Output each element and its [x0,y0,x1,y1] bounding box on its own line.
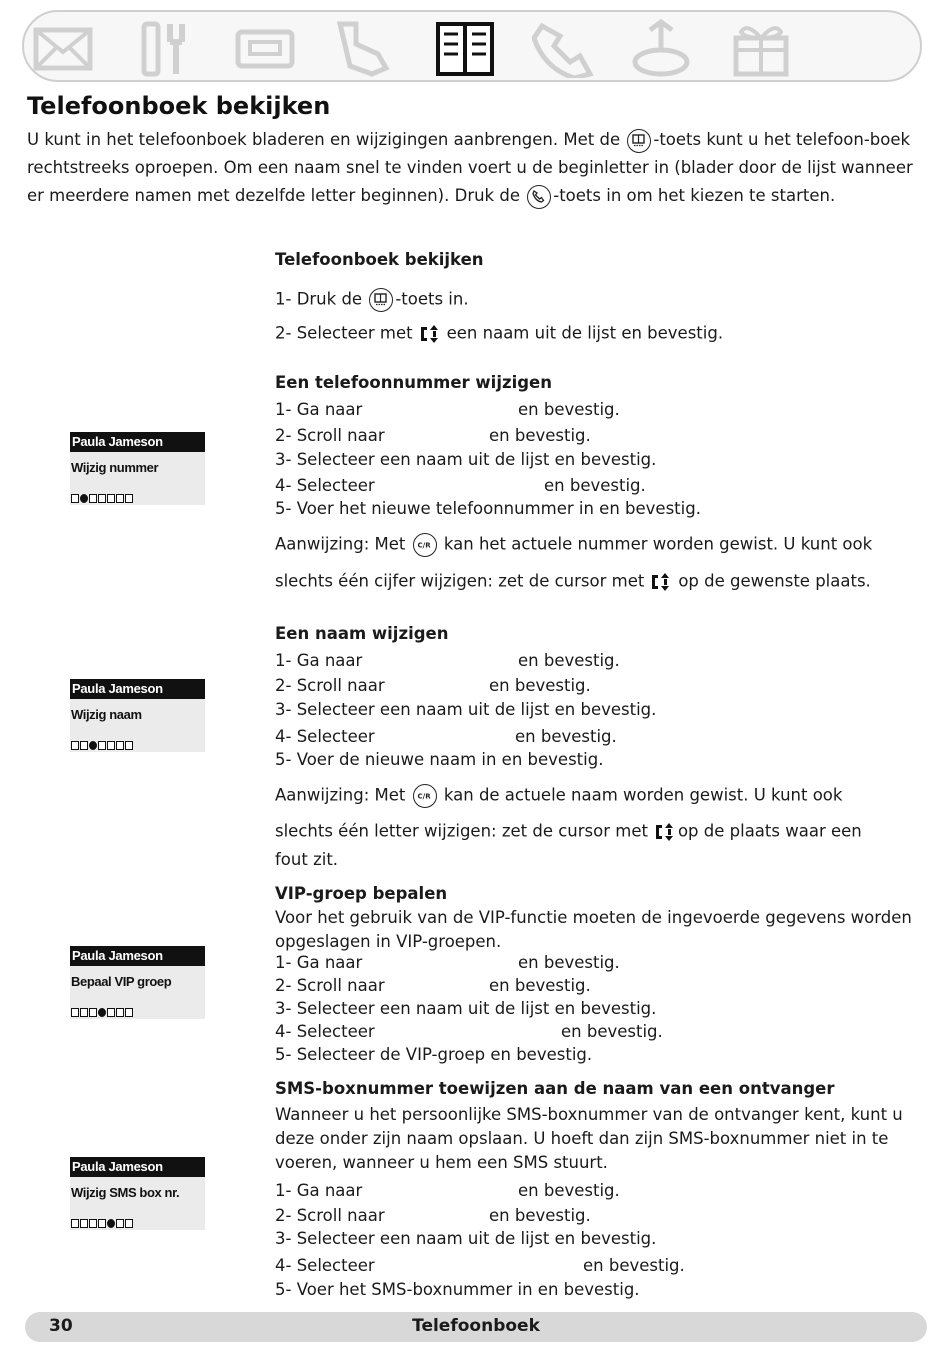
number-step-2-text-b: en bevestig. [489,426,591,445]
vip-step-2-text-a: 2- Scroll naar [275,976,385,995]
vip-step-4-text-b: en bevestig. [561,1022,663,1041]
navigation-key-icon [419,322,441,346]
sms-step-1-text-a: 1- Ga naar [275,1181,363,1200]
sms-step-3: 3- Selecteer een naam uit de lijst en bevestig. [275,1229,657,1248]
name-step-1-text-b: en bevestig. [518,651,620,670]
phone-hand-icon [332,18,394,78]
name-step-1-text-a: 1- Ga naar [275,651,363,670]
lcd-dot [71,741,79,750]
number-step-1-text-a: 1- Ga naar [275,400,363,419]
name-note-line-1 [275,784,842,808]
envelope-icon [32,18,94,78]
number-note-text-b: kan het actuele nummer worden gewist. U kunt ook [443,534,873,554]
sms-step-2-text-a: 2- Scroll naar [275,1206,385,1225]
sms-step-1 [275,1181,620,1200]
lcd-dot [71,1008,79,1017]
lcd-screen-sms [70,1157,205,1230]
page-title: Telefoonboek bekijken [27,92,331,120]
vip-step-1 [275,953,620,972]
section-heading-sms: SMS-boxnummer toewijzen aan de naam van een ontvanger [275,1079,835,1098]
lcd-dot-active [89,741,97,750]
lcd-dot [80,741,88,750]
lcd-header: Paula Jameson [70,432,205,452]
vip-step-1-text-a: 1- Ga naar [275,953,363,972]
lcd-dot [98,494,106,503]
vip-step-4 [275,1022,663,1041]
vip-step-1-text-b: en bevestig. [518,953,620,972]
section-heading-number: Een telefoonnummer wijzigen [275,373,552,392]
category-icon-bar [22,10,922,82]
name-note-text-d: op de plaats waar een [677,821,862,841]
lcd-dot [80,1008,88,1017]
gift-icon [730,18,792,78]
lcd-position-dots [71,737,134,749]
clear-key-icon [413,784,437,808]
footer-section-title: Telefoonboek [412,1316,540,1336]
call-key-icon [527,185,551,209]
number-note-line-1 [275,533,872,557]
lcd-dot [98,1219,106,1228]
intro-paragraph [27,126,917,210]
lcd-menu-text: Wijzig nummer [71,460,159,475]
section-heading-vip: VIP-groep bepalen [275,884,448,903]
number-step-2-text-a: 2- Scroll naar [275,426,385,445]
sms-step-4 [275,1256,685,1275]
name-note-line-3: fout zit. [275,850,339,869]
view-step-1-text-a: 1- Druk de [275,289,363,309]
number-note-text-d: op de gewenste plaats. [678,571,871,591]
lcd-menu-text: Wijzig SMS box nr. [71,1185,180,1200]
view-step-2 [275,322,723,346]
intro-text-3: -toets in om het kiezen te starten. [553,186,836,205]
clear-key-icon [413,533,437,557]
name-step-5: 5- Voer de nieuwe naam in en bevestig. [275,750,604,769]
sms-step-4-text-a: 4- Selecteer [275,1256,375,1275]
name-step-2-text-a: 2- Scroll naar [275,676,385,695]
name-step-2 [275,676,591,695]
phonebook-icon [434,18,496,78]
lcd-dot [116,1008,124,1017]
lcd-dot [125,494,133,503]
lcd-screen-vip [70,946,205,1019]
lcd-menu-text: Bepaal VIP groep [71,974,172,989]
lcd-dot [89,1008,97,1017]
name-step-4 [275,727,617,746]
vip-step-2 [275,976,591,995]
lcd-screen-name [70,679,205,752]
number-note-text-c: slechts één cijfer wijzigen: zet de cursor met [275,571,645,591]
name-note-line-2 [275,820,862,844]
lcd-screen-number [70,432,205,505]
name-note-text-c: slechts één letter wijzigen: zet de cursor met [275,821,648,841]
number-note-text-a: Aanwijzing: Met [275,534,406,554]
lcd-dot [116,494,124,503]
name-step-4-text-b: en bevestig. [515,727,617,746]
name-step-3: 3- Selecteer een naam uit de lijst en bevestig. [275,700,657,719]
tools-icon [134,18,196,78]
lcd-position-dots [71,490,134,502]
intro-text-1: U kunt in het telefoonboek bladeren en wijzigingen aanbrengen. Met de [27,130,621,149]
lcd-dot [116,741,124,750]
sms-description: Wanneer u het persoonlijke SMS-boxnummer van de ontvanger kent, kunt u deze onder zijn naam opslaan. U hoeft dan zijn SMS-boxnummer niet in te voeren, wanneer u hem een SMS stuurt. [275,1105,903,1172]
lcd-dot-active [98,1008,106,1017]
sms-step-4-text-b: en bevestig. [583,1256,685,1275]
name-note-text-b: kan de actuele naam worden gewist. U kunt ook [443,785,843,805]
view-step-2-text-a: 2- Selecteer met [275,323,413,343]
navigation-key-icon [650,570,672,594]
lcd-position-dots [71,1004,134,1016]
section-heading-name: Een naam wijzigen [275,624,449,643]
lcd-menu-text: Wijzig naam [71,707,142,722]
number-step-4 [275,476,646,495]
lcd-dot [71,1219,79,1228]
lcd-dot [89,494,97,503]
lcd-dot [80,1219,88,1228]
vip-description: Voor het gebruik van de VIP-functie moeten de ingevoerde gegevens worden opgeslagen in VIP-groepen. [275,908,912,951]
lcd-dot [116,1219,124,1228]
name-step-4-text-a: 4- Selecteer [275,727,375,746]
lcd-position-dots [71,1215,134,1227]
name-note-text-a: Aanwijzing: Met [275,785,406,805]
svg-text:C/R: C/R [417,541,431,550]
number-step-1 [275,400,620,419]
number-step-3: 3- Selecteer een naam uit de lijst en bevestig. [275,450,657,469]
lcd-dot-active [80,494,88,503]
phonebook-key-icon [369,288,393,312]
section-heading-view: Telefoonboek bekijken [275,250,484,269]
phonebook-key-icon [627,129,651,153]
lcd-dot [98,741,106,750]
vip-step-2-text-b: en bevestig. [489,976,591,995]
sms-step-2 [275,1206,591,1225]
cassette-icon [234,18,296,78]
lcd-dot [125,741,133,750]
view-step-2-text-b: een naam uit de lijst en bevestig. [446,323,724,343]
lcd-dot [107,741,115,750]
number-note-line-2 [275,570,871,594]
vip-step-4-text-a: 4- Selecteer [275,1022,375,1041]
name-step-1 [275,651,620,670]
number-step-2 [275,426,591,445]
view-step-1 [275,288,469,312]
joystick-icon [630,18,692,78]
lcd-dot [125,1008,133,1017]
intro-text-2: -toets kunt u het telefoon-boek rechtstreeks oproepen. Om een naam snel te vinden voert u de beginletter in (blader door de lijst wanneer er meerdere namen met dezelfde letter beginnen). Druk de [27,130,913,205]
lcd-dot [71,494,79,503]
number-step-4-text-a: 4- Selecteer [275,476,375,495]
page-footer [25,1312,927,1342]
sms-step-1-text-b: en bevestig. [518,1181,620,1200]
view-step-1-text-b: -toets in. [395,289,469,309]
svg-text:C/R: C/R [417,792,431,801]
lcd-dot [125,1219,133,1228]
lcd-dot [107,1008,115,1017]
vip-step-3: 3- Selecteer een naam uit de lijst en bevestig. [275,999,657,1018]
sms-step-5: 5- Voer het SMS-boxnummer in en bevestig. [275,1280,640,1299]
lcd-header: Paula Jameson [70,946,205,966]
number-step-4-text-b: en bevestig. [544,476,646,495]
lcd-header: Paula Jameson [70,679,205,699]
page-number: 30 [49,1316,73,1336]
lcd-dot [89,1219,97,1228]
lcd-dot-active [107,1219,115,1228]
lcd-header: Paula Jameson [70,1157,205,1177]
navigation-key-icon [654,820,676,844]
sms-step-2-text-b: en bevestig. [489,1206,591,1225]
handset-icon [532,18,594,78]
number-step-5: 5- Voer het nieuwe telefoonnummer in en bevestig. [275,499,701,518]
name-step-2-text-b: en bevestig. [489,676,591,695]
number-step-1-text-b: en bevestig. [518,400,620,419]
lcd-dot [107,494,115,503]
vip-step-5: 5- Selecteer de VIP-groep en bevestig. [275,1045,593,1064]
